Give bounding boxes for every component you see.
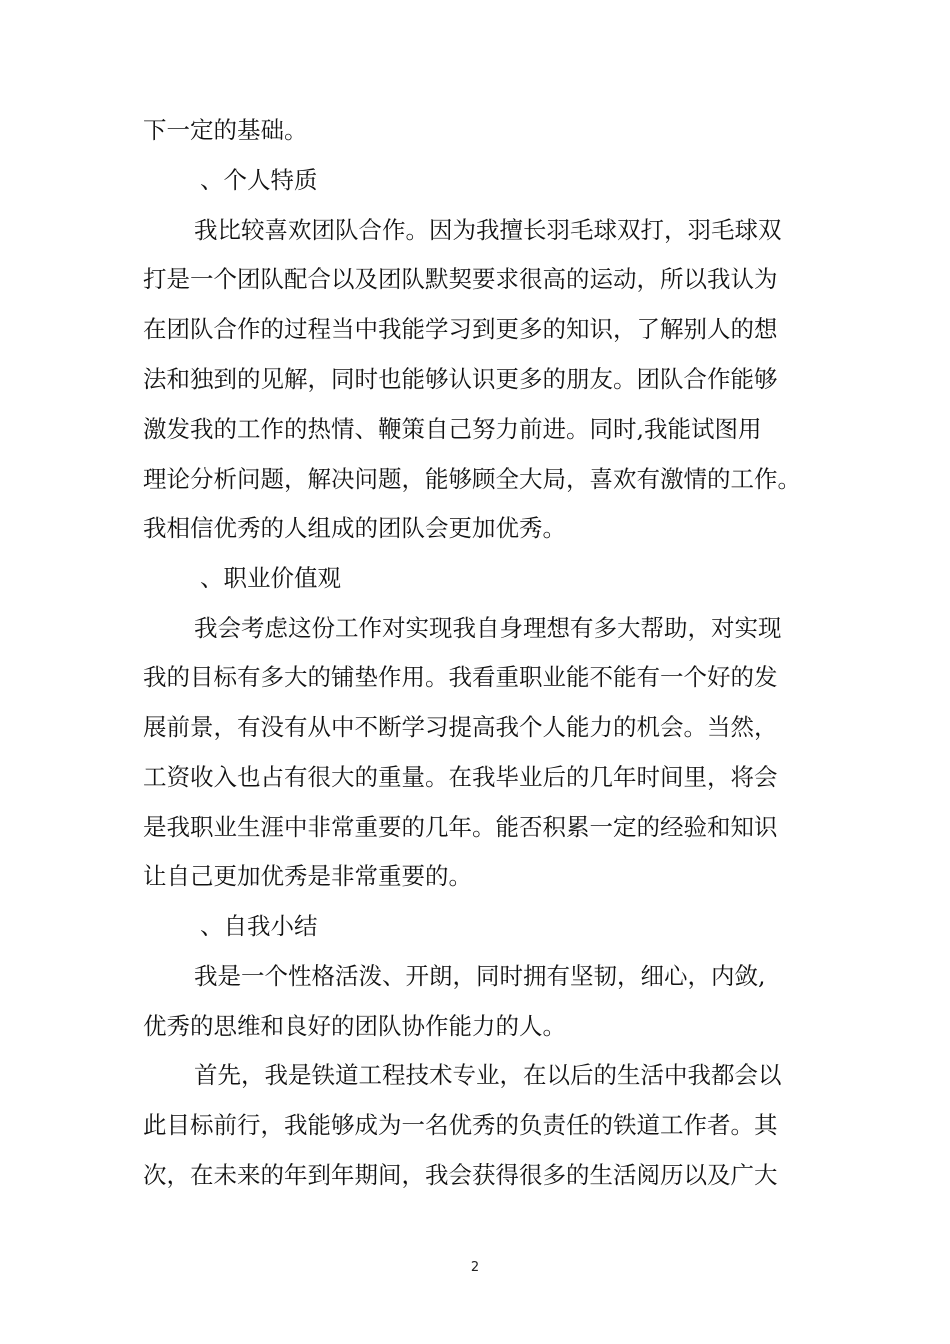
paragraph-line: 展前景，有没有从中不断学习提高我个人能力的机会。当然， [143,713,778,741]
page-number: 2 [470,1260,480,1275]
paragraph-line: 让自己更加优秀是非常重要的。 [143,862,472,890]
paragraph-line: 我会考虑这份工作对实现我自身理想有多大帮助，对实现 [194,614,782,642]
section-heading-personal-traits: 、个人特质 [200,166,318,194]
paragraph-line: 打是一个团队配合以及团队默契要求很高的运动，所以我认为 [143,265,778,293]
paragraph-line: 理论分析问题，解决问题，能够顾全大局，喜欢有激情的工作。 [143,465,801,493]
paragraph-line: 我是一个性格活泼、开朗，同时拥有坚韧，细心，内敛, [194,962,766,990]
paragraph-line: 我的目标有多大的铺垫作用。我看重职业能不能有一个好的发 [143,663,778,691]
paragraph-line: 工资收入也占有很大的重量。在我毕业后的几年时间里，将会 [143,763,778,791]
section-heading-self-summary: 、自我小结 [200,912,318,940]
section-heading-career-values: 、职业价值观 [200,564,341,592]
paragraph-line: 优秀的思维和良好的团队协作能力的人。 [143,1012,566,1040]
paragraph-line: 在团队合作的过程当中我能学习到更多的知识，了解别人的想 [143,315,778,343]
paragraph-line: 此目标前行，我能够成为一名优秀的负责任的铁道工作者。其 [143,1111,778,1139]
paragraph-line: 我相信优秀的人组成的团队会更加优秀。 [143,514,566,542]
paragraph-line: 次，在未来的年到年期间，我会获得很多的生活阅历以及广大 [143,1161,778,1189]
paragraph-line: 首先，我是铁道工程技术专业，在以后的生活中我都会以 [194,1061,782,1089]
paragraph-line: 激发我的工作的热情、鞭策自己努力前进。同时,我能试图用 [143,415,762,443]
paragraph-line: 下一定的基础。 [143,116,308,144]
paragraph-line: 我比较喜欢团队合作。因为我擅长羽毛球双打，羽毛球双 [194,216,782,244]
paragraph-line: 法和独到的见解，同时也能够认识更多的朋友。团队合作能够 [143,365,778,393]
paragraph-line: 是我职业生涯中非常重要的几年。能否积累一定的经验和知识 [143,813,778,841]
